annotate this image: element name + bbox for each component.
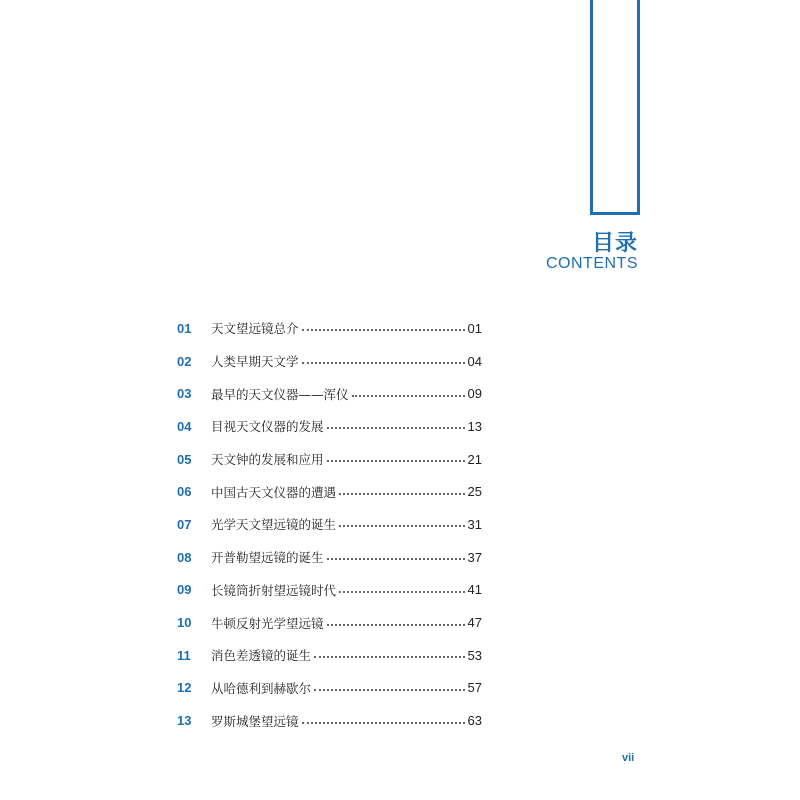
- toc-entry-page: 04: [467, 353, 482, 369]
- dot-leader: [352, 395, 465, 397]
- toc-entry[interactable]: [177, 606, 482, 639]
- toc-entry-number: 11: [177, 647, 191, 663]
- toc-entry-page: 47: [467, 615, 482, 631]
- page-subtitle: CONTENTS: [546, 255, 638, 272]
- toc-entry-title: 最早的天文仪器——浑仪: [211, 386, 349, 402]
- toc-entry-number: 03: [177, 386, 192, 402]
- decorative-frame: [590, 0, 640, 215]
- toc-entry-number: 02: [177, 353, 192, 369]
- toc-entry[interactable]: [177, 345, 482, 378]
- toc-entry-page: 21: [467, 451, 482, 467]
- toc-entry[interactable]: [177, 704, 482, 737]
- toc-entry-page: 25: [467, 484, 482, 500]
- toc-entry[interactable]: [177, 639, 482, 672]
- toc-entry-number: 13: [177, 713, 192, 729]
- toc-entry-title: 人类早期天文学: [211, 354, 299, 370]
- dot-leader: [302, 722, 465, 724]
- toc-entry[interactable]: [177, 312, 482, 345]
- dot-leader: [327, 427, 465, 429]
- toc-entry-page: 57: [467, 680, 482, 696]
- toc-entry-title: 开普勒望远镜的诞生: [211, 550, 324, 566]
- toc-entry-title: 中国古天文仪器的遭遇: [211, 484, 337, 500]
- dot-leader: [302, 329, 465, 331]
- toc-entry-title: 长镜筒折射望远镜时代: [211, 582, 337, 598]
- dot-leader: [339, 493, 465, 495]
- toc-entry-title: 光学天文望远镜的诞生: [211, 517, 337, 533]
- toc-entry[interactable]: [177, 377, 482, 410]
- toc-entry-number: 04: [177, 418, 192, 434]
- toc-entry-number: 08: [177, 549, 192, 565]
- toc-entry-title: 天文钟的发展和应用: [211, 452, 324, 468]
- toc-entry[interactable]: [177, 443, 482, 476]
- dot-leader: [339, 525, 465, 527]
- toc-entry-page: 63: [467, 713, 482, 729]
- toc-entry[interactable]: [177, 410, 482, 443]
- toc-entry-page: 31: [467, 516, 482, 532]
- page-title: 目录: [591, 231, 638, 256]
- toc-entry-page: 09: [467, 386, 482, 402]
- toc-entry-page: 01: [467, 320, 482, 336]
- dot-leader: [314, 689, 465, 691]
- dot-leader: [302, 362, 465, 364]
- toc-entry-title: 从哈德利到赫歇尔: [211, 680, 312, 696]
- toc-entry[interactable]: [177, 541, 482, 574]
- toc-entry-title: 消色差透镜的诞生: [211, 648, 312, 664]
- toc-entry-number: 09: [177, 582, 192, 598]
- toc-entry-number: 01: [177, 320, 192, 336]
- toc-entry-title: 目视天文仪器的发展: [211, 419, 324, 435]
- dot-leader: [339, 591, 465, 593]
- toc-entry-number: 10: [177, 615, 192, 631]
- toc-entry[interactable]: [177, 574, 482, 607]
- toc-entry[interactable]: [177, 475, 482, 508]
- toc-entry[interactable]: [177, 508, 482, 541]
- dot-leader: [327, 624, 465, 626]
- toc-entry-number: 05: [177, 451, 192, 467]
- toc-entry-page: 13: [467, 418, 482, 434]
- dot-leader: [327, 558, 465, 560]
- toc-entry-title: 牛顿反射光学望远镜: [211, 615, 324, 631]
- toc-entry-number: 12: [177, 680, 192, 696]
- toc-entry-number: 07: [177, 516, 192, 532]
- toc-entry-title: 天文望远镜总介: [211, 321, 299, 337]
- toc-entry-number: 06: [177, 484, 192, 500]
- dot-leader: [314, 656, 465, 658]
- toc-entry-page: 53: [467, 647, 482, 663]
- toc-entry[interactable]: [177, 672, 482, 705]
- toc-entry-page: 41: [467, 582, 482, 598]
- table-of-contents: [177, 312, 482, 737]
- toc-entry-title: 罗斯城堡望远镜: [211, 713, 299, 729]
- dot-leader: [327, 460, 465, 462]
- toc-entry-page: 37: [467, 549, 482, 565]
- page-number: vii: [622, 752, 635, 764]
